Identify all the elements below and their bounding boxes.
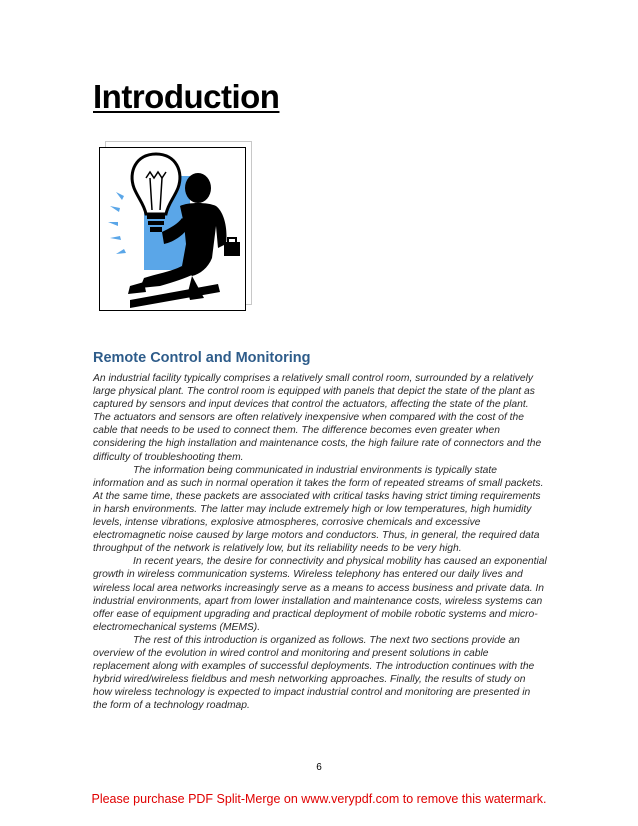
clipart-frame — [99, 147, 246, 311]
paragraph: The information being communicated in industrial environments is typically state information and as such in normal operation it takes the form of repeated streams of small packets. At the same time, these packets are associated with critical tasks having strict timing requirements in harsh environments. The latter may include extremely high or low temperatures, high humidity levels, intense vibrations, explosive atmospheres, corrosive chemicals and excessive electromagnetic noise caused by large motors and conductors. Thus, in general, the required data throughput of the network is relatively low, but its reliability needs to be very high. — [93, 464, 544, 555]
paragraph: In recent years, the desire for connectivity and physical mobility has caused an exponential growth in wireless communication systems. Wireless telephony has entered our daily lives and wireless local area networks increasingly serve as a means to access business and private data. In industrial environments, apart from lower installation and maintenance costs, wireless systems can offer ease of equipment upgrading and practical deployment of mobile robotic systems and micro-electromechanical systems (MEMS). — [93, 556, 547, 633]
page-number: 6 — [316, 762, 322, 773]
page-title: Introduction — [93, 78, 280, 115]
watermark-link[interactable]: Please purchase PDF Split-Merge on www.verypdf.com to remove this watermark. — [91, 792, 547, 806]
paragraph: An industrial facility typically comprises a relatively small control room, surrounded by a relatively large physical plant. The control room is equipped with panels that depict the state of the plant as captured by sensors and input devices that control the actuators, affecting the state of the plant. The actuators and sensors are often relatively inexpensive when compared with the cost of the cable that needs to be used to connect them. The difference becomes even greater when considering the high installation and maintenance costs, the high failure rate of connectors and the difficulty of troubleshooting them. — [93, 373, 542, 463]
paragraph: The rest of this introduction is organized as follows. The next two sections provide an overview of the evolution in wired control and monitoring and present solutions in cable replacement along with examples of successful deployments. The introduction continues with the hybrid wired/wireless fieldbus and mesh networking approaches. Finally, the results of study on how wireless technology is expected to impact industrial control and monitoring are presented in the form of a technology roadmap. — [93, 634, 535, 712]
body-text — [93, 372, 547, 712]
businessman-lightbulb-icon — [100, 148, 245, 310]
section-heading: Remote Control and Monitoring — [93, 350, 311, 366]
